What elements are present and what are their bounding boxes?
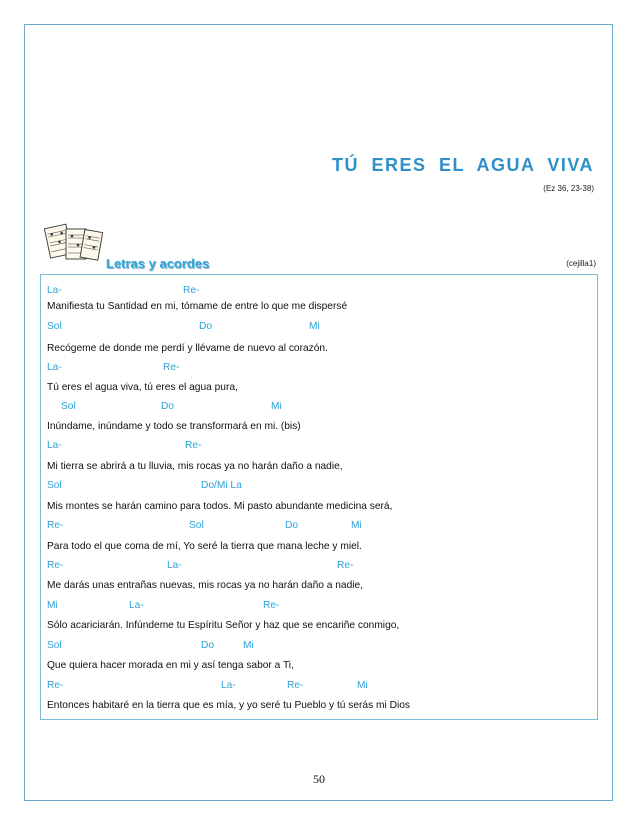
chord: Mi: [47, 600, 58, 611]
chord: Sol: [61, 401, 76, 412]
chord: Sol: [47, 640, 62, 651]
chord: Re-: [47, 680, 64, 691]
sheet-music-icon: [44, 219, 104, 269]
lyric-line: Mi tierra se abrirá a tu lluvia, mis rocas ya no harán daño a nadie,: [47, 461, 343, 472]
chord: Re-: [263, 600, 280, 611]
chord: La-: [47, 362, 62, 373]
chord: Re-: [185, 440, 202, 451]
lyric-line: Entonces habitaré en la tierra que es mía, y yo seré tu Pueblo y tú serás mi Dios: [47, 700, 410, 711]
chord-line: [47, 600, 587, 612]
lyrics-box: [40, 274, 598, 720]
lyric-line: Tú eres el agua viva, tú eres el agua pura,: [47, 382, 238, 393]
lyric-line: Me darás unas entrañas nuevas, mis rocas ya no harán daño a nadie,: [47, 580, 364, 591]
chord: La-: [167, 560, 182, 571]
chord-line: [47, 440, 587, 452]
chord-line: [47, 480, 587, 492]
chord: Mi: [357, 680, 368, 691]
chord: Do: [199, 321, 213, 332]
lyric-line: Mis montes se harán camino para todos. Mi pasto abundante medicina será,: [47, 501, 393, 512]
chord-line: [47, 285, 587, 297]
lyric-line: Sólo acariciarán. Infúndeme tu Espíritu Señor y haz que se encariñe conmigo,: [47, 620, 400, 631]
section-heading: Letras y acordes: [106, 256, 210, 271]
lyric-line: Manifiesta tu Santidad en mi, tómame de entre lo que me dispersé: [47, 301, 348, 312]
capo-note: (cejilla1): [566, 259, 596, 268]
chord-line: [47, 680, 587, 692]
chord: Mi: [309, 321, 320, 332]
lyric-line: Inúndame, inúndame y todo se transformará en mi. (bis): [47, 421, 301, 432]
chord: Re-: [47, 520, 64, 531]
chord: Sol: [47, 480, 62, 491]
song-title: TÚ ERES EL AGUA VIVA: [331, 155, 594, 175]
chord: Sol: [189, 520, 204, 531]
chord: La-: [221, 680, 236, 691]
chord: Do: [201, 640, 215, 651]
chord: Mi: [351, 520, 362, 531]
lyric-line: Para todo el que coma de mí, Yo seré la tierra que mana leche y miel.: [47, 541, 362, 552]
page-number: 50: [313, 772, 325, 786]
chord: Re-: [183, 285, 200, 296]
chord: La-: [47, 440, 62, 451]
chord: La-: [47, 285, 62, 296]
chord: La-: [129, 600, 144, 611]
chord: Re-: [47, 560, 64, 571]
chord: Re-: [163, 362, 180, 373]
chord-line: [47, 401, 587, 413]
chord-line: [47, 520, 587, 532]
lyric-line: Que quiera hacer morada en mi y así tenga sabor a Ti,: [47, 660, 294, 671]
chord: Mi: [271, 401, 282, 412]
chord-line: [47, 640, 587, 652]
scripture-reference: (Ez 36, 23-38): [543, 184, 594, 193]
chord: Re-: [287, 680, 304, 691]
chord: Do: [285, 520, 299, 531]
chord: Sol: [47, 321, 62, 332]
lyric-line: Recógeme de donde me perdí y llévame de nuevo al corazón.: [47, 343, 328, 354]
chord: Re-: [337, 560, 354, 571]
chord-line: [47, 362, 587, 374]
chord: Mi: [243, 640, 254, 651]
chord: Do: [161, 401, 175, 412]
chord-line: [47, 321, 587, 333]
chord-line: [47, 560, 587, 572]
chord: Do/Mi La: [201, 480, 242, 491]
